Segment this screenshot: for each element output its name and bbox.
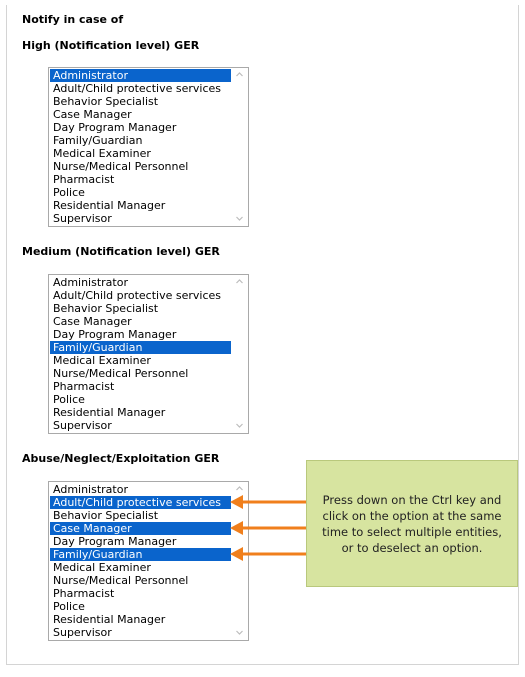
callout-text: Press down on the Ctrl key and click on the option at the same time to select multiple entities, or to deselect an option.	[322, 492, 502, 555]
chevron-down-icon[interactable]	[236, 629, 243, 636]
list-option[interactable]: Administrator	[50, 69, 231, 82]
list-option[interactable]: Behavior Specialist	[53, 302, 159, 315]
section-heading-abuse: Abuse/Neglect/Exploitation GER	[22, 452, 220, 465]
list-option[interactable]: Police	[53, 393, 85, 406]
arrow-left-icon	[230, 521, 308, 535]
list-option[interactable]: Adult/Child protective services	[53, 289, 222, 302]
list-option[interactable]: Case Manager	[53, 108, 132, 121]
list-option[interactable]: Medical Examiner	[53, 147, 151, 160]
help-callout	[306, 460, 518, 587]
list-option[interactable]: Day Program Manager	[53, 535, 177, 548]
list-option[interactable]: Supervisor	[53, 626, 112, 639]
listbox-scrollbar[interactable]	[233, 69, 247, 225]
list-option[interactable]: Medical Examiner	[53, 561, 151, 574]
list-option[interactable]: Pharmacist	[53, 173, 115, 186]
listbox-scrollbar[interactable]	[233, 276, 247, 432]
list-option[interactable]: Administrator	[53, 276, 128, 289]
list-option[interactable]: Adult/Child protective services	[50, 496, 231, 509]
section-heading-high: High (Notification level) GER	[22, 39, 200, 52]
list-option[interactable]: Case Manager	[50, 522, 231, 535]
list-option[interactable]: Pharmacist	[53, 380, 115, 393]
list-option[interactable]: Nurse/Medical Personnel	[53, 367, 189, 380]
list-option[interactable]: Supervisor	[53, 212, 112, 225]
list-option[interactable]: Police	[53, 186, 85, 199]
list-option[interactable]: Family/Guardian	[50, 341, 231, 354]
arrow-left-icon	[230, 547, 308, 561]
list-option[interactable]: Pharmacist	[53, 587, 115, 600]
listbox-options	[50, 69, 231, 225]
chevron-up-icon[interactable]	[236, 485, 243, 492]
list-option[interactable]: Medical Examiner	[53, 354, 151, 367]
list-option[interactable]: Residential Manager	[53, 613, 166, 626]
list-option[interactable]: Case Manager	[53, 315, 132, 328]
list-option[interactable]: Police	[53, 600, 85, 613]
listbox-options	[50, 483, 231, 639]
listbox-medium[interactable]	[48, 274, 249, 434]
list-option[interactable]: Nurse/Medical Personnel	[53, 160, 189, 173]
chevron-down-icon[interactable]	[236, 422, 243, 429]
list-option[interactable]: Family/Guardian	[50, 548, 231, 561]
list-option[interactable]: Adult/Child protective services	[53, 82, 222, 95]
list-option[interactable]: Supervisor	[53, 419, 112, 432]
chevron-up-icon[interactable]	[236, 71, 243, 78]
list-option[interactable]: Residential Manager	[53, 406, 166, 419]
listbox-options	[50, 276, 231, 432]
list-option[interactable]: Behavior Specialist	[53, 509, 159, 522]
listbox-high[interactable]	[48, 67, 249, 227]
list-option[interactable]: Day Program Manager	[53, 328, 177, 341]
page-title: Notify in case of	[22, 13, 124, 26]
list-option[interactable]: Behavior Specialist	[53, 95, 159, 108]
arrow-left-icon	[230, 495, 308, 509]
list-option[interactable]: Residential Manager	[53, 199, 166, 212]
list-option[interactable]: Nurse/Medical Personnel	[53, 574, 189, 587]
chevron-down-icon[interactable]	[236, 215, 243, 222]
list-option[interactable]: Day Program Manager	[53, 121, 177, 134]
list-option[interactable]: Administrator	[53, 483, 128, 496]
listbox-abuse[interactable]	[48, 481, 249, 641]
section-heading-medium: Medium (Notification level) GER	[22, 245, 220, 258]
list-option[interactable]: Family/Guardian	[53, 134, 143, 147]
chevron-up-icon[interactable]	[236, 278, 243, 285]
